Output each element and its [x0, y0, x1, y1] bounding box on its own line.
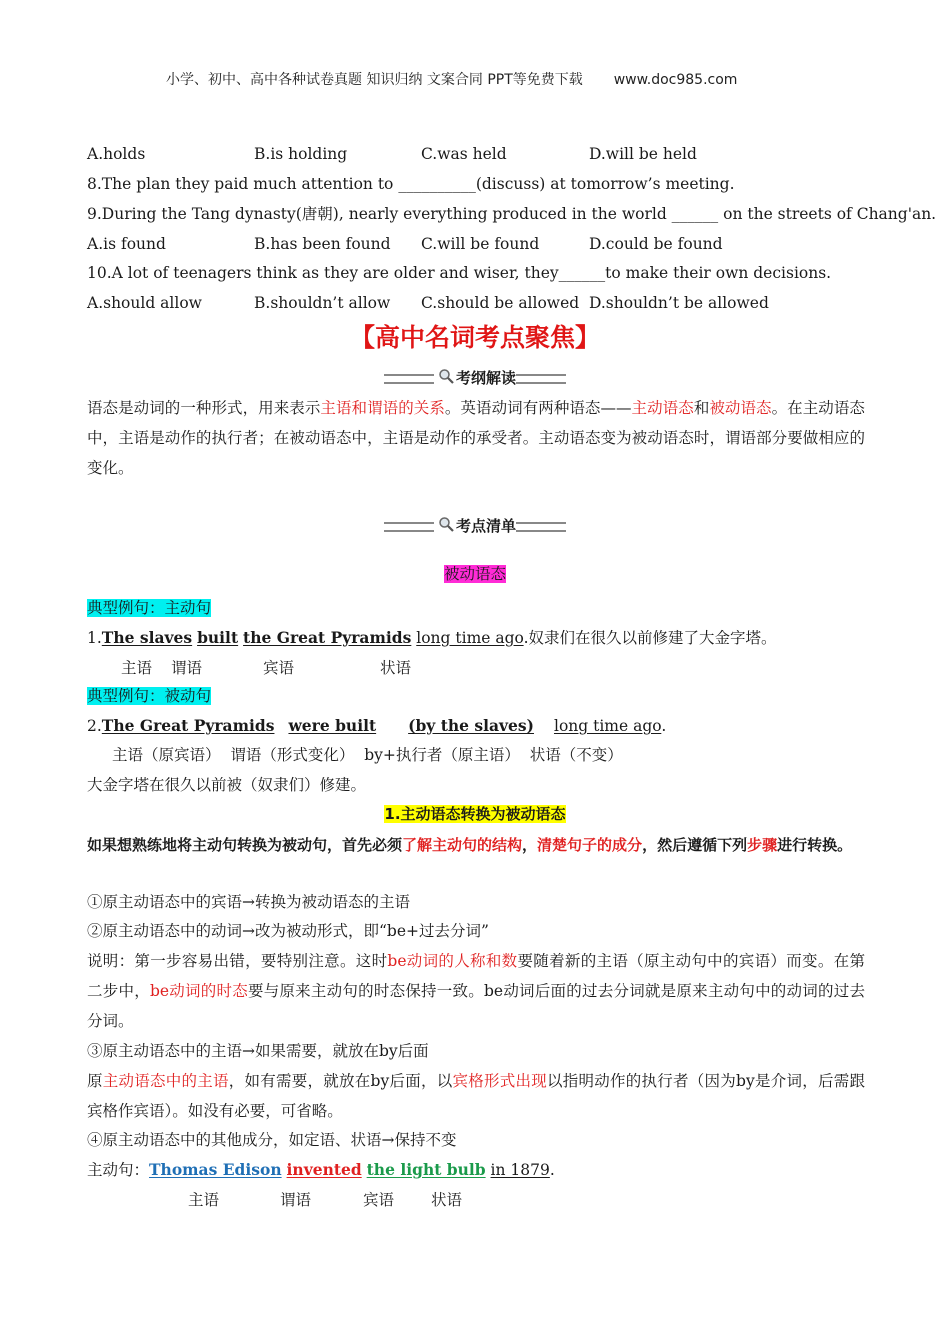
outline-heading: 考纲解读	[455, 369, 516, 387]
note2-text-3: 以指明动作的执行者（因为by是介词，后需跟宾格作宾语）。如没有必要，可省略。	[87, 1072, 865, 1120]
q9-option-c: C.will be found	[421, 235, 540, 253]
note2-text-2: ，如有需要，就放在by后面，以	[228, 1072, 453, 1090]
example-2-tag: 典型例句：被动句	[87, 687, 212, 705]
intro-text-4: 。在主动语态中，主语是动作的执行者；在被动语态中，主语是动作的承受者。主动语态变为被动语态时，谓语部分要做相应的变化。	[87, 399, 865, 477]
rule-text-3: ，然后遵循下列	[642, 836, 748, 854]
example-2-labels: 主语（原宾语） 谓语（形式变化） by+执行者（原主语） 状语（不变）	[112, 746, 623, 764]
example-1-translation: .奴隶们在很久以前修建了大金字塔。	[523, 629, 777, 647]
example-3-label: 主动句：	[87, 1161, 150, 1179]
double-rule-right	[516, 522, 566, 532]
magnifier-icon	[438, 516, 454, 537]
passive-heading-row	[0, 563, 950, 585]
example-2-tag-row	[87, 686, 211, 706]
q10-option-b: B.shouldn’t allow	[254, 294, 391, 312]
note-highlight-1: be动词的人称和数	[387, 952, 518, 970]
ex3-label-predicate: 谓语	[280, 1191, 312, 1209]
example-2-subject: The Great Pyramids	[101, 716, 275, 735]
example-3-end: .	[549, 1161, 555, 1179]
rule-highlight-3: 步骤	[747, 836, 778, 854]
question-8: 8.The plan they paid much attention to __________(discuss) at tomorrow’s meeting.	[87, 175, 735, 193]
note2-highlight-1: 主动语态中的主语	[102, 1072, 229, 1090]
example-2-end: .	[661, 717, 667, 735]
double-rule-right	[516, 374, 566, 384]
q9-option-b: B.has been found	[254, 235, 391, 253]
example-2-verb: were built	[288, 716, 377, 735]
example-2-sentence	[87, 716, 666, 736]
sub-heading-1-row	[0, 803, 950, 825]
rule-paragraph	[87, 830, 865, 860]
question-10: 10.A lot of teenagers think as they are older and wiser, they______to make their own decisions.	[87, 264, 832, 282]
q10-option-c: C.should be allowed	[421, 294, 580, 312]
note-highlight-2: be动词的时态	[149, 982, 248, 1000]
q10-option-d: D.shouldn’t be allowed	[589, 294, 769, 312]
example-1-tag-row	[87, 598, 211, 618]
q10-option-a: A.should allow	[87, 294, 202, 312]
rule-text-2: ，	[522, 836, 538, 854]
step-2: ②原主动语态中的动词→改为被动形式，即“be+过去分词”	[87, 922, 489, 940]
example-2-adverbial: long time ago	[553, 717, 662, 735]
intro-highlight-3: 被动语态	[709, 399, 772, 417]
example-2-number: 2.	[87, 717, 102, 735]
intro-text-1: 语态是动词的一种形式，用来表示	[87, 399, 321, 417]
example-1-object: the Great Pyramids	[243, 628, 412, 647]
note-text-3: 要与原来主动句的时态保持一致。be动词后面的过去分词就是原来主动句中的动词的过去分词。	[87, 982, 865, 1030]
example-3-adverbial: in 1879	[490, 1161, 550, 1179]
note-text-2: 要随着新的主语（原主动句中的宾语）而变。在第二步中，	[87, 952, 865, 1000]
example-2-by-phrase: (by the slaves)	[408, 716, 534, 735]
label-object: 宾语	[263, 659, 295, 677]
example-3-sentence	[87, 1160, 555, 1180]
ex3-label-adverbial: 状语	[431, 1191, 463, 1209]
double-rule-left	[384, 374, 434, 384]
rule-text-1: 如果想熟练地将主动句转换为被动句，首先必须	[87, 836, 403, 854]
example-1-adverbial: long time ago	[416, 629, 524, 647]
step-3: ③原主动语态中的主语→如果需要，就放在by后面	[87, 1042, 429, 1060]
example-1-subject: The slaves	[101, 628, 193, 647]
intro-highlight-1: 主语和谓语的关系	[320, 399, 445, 417]
example-1-verb: built	[197, 628, 239, 647]
note-paragraph	[87, 946, 865, 1036]
header-url[interactable]: www.doc985.com	[613, 72, 738, 88]
page-header	[166, 70, 737, 90]
header-text: 小学、初中、高中各种试卷真题 知识归纳 文案合同 PPT等免费下载	[166, 72, 583, 88]
q9-option-a: A.is found	[87, 235, 166, 253]
label-adverbial: 状语	[380, 659, 412, 677]
example-1-sentence	[87, 628, 777, 648]
step-4: ④原主动语态中的其他成分，如定语、状语→保持不变	[87, 1131, 457, 1149]
ex3-label-object: 宾语	[363, 1191, 395, 1209]
note-text-1: 说明：第一步容易出错，要特别注意。这时	[87, 952, 388, 970]
magnifier-icon	[438, 368, 454, 389]
note-2-paragraph	[87, 1066, 865, 1126]
intro-paragraph	[87, 393, 865, 483]
example-1-tag: 典型例句：主动句	[87, 599, 212, 617]
q7-option-b: B.is holding	[254, 145, 348, 163]
example-2-translation: 大金字塔在很久以前被（奴隶们）修建。	[87, 776, 367, 794]
example-1-number: 1.	[87, 629, 102, 647]
note2-text-1: 原	[87, 1072, 103, 1090]
note2-highlight-2: 宾格形式出现	[452, 1072, 547, 1090]
intro-text-3: 和	[693, 399, 710, 417]
passive-heading: 被动语态	[443, 565, 506, 583]
example-3-object: the light bulb	[366, 1160, 486, 1179]
label-subject: 主语	[121, 659, 153, 677]
rule-highlight-1: 了解主动句的结构	[402, 836, 523, 854]
double-rule-left	[384, 522, 434, 532]
label-predicate: 谓语	[171, 659, 203, 677]
step-1: ①原主动语态中的宾语→转换为被动语态的主语	[87, 893, 410, 911]
ex3-label-subject: 主语	[188, 1191, 220, 1209]
intro-highlight-2: 主动语态	[631, 399, 694, 417]
sub-heading-1: 1.主动语态转换为被动语态	[384, 805, 566, 823]
outline-heading-row	[0, 368, 950, 389]
q7-option-a: A.holds	[87, 145, 146, 163]
q7-option-c: C.was held	[421, 145, 507, 163]
rule-highlight-2: 清楚句子的成分	[537, 836, 643, 854]
checklist-heading-row	[0, 516, 950, 537]
rule-text-4: 进行转换。	[777, 836, 853, 854]
section-title: 【高中名词考点聚焦】	[349, 323, 600, 352]
checklist-heading: 考点清单	[455, 517, 516, 535]
intro-text-2: 。英语动词有两种语态——	[444, 399, 632, 417]
q9-option-d: D.could be found	[589, 235, 723, 253]
q7-option-d: D.will be held	[589, 145, 697, 163]
example-3-subject: Thomas Edison	[149, 1160, 282, 1179]
question-9: 9.During the Tang dynasty(唐朝), nearly everything produced in the world ______ on the streets of Chang'an.	[87, 205, 937, 223]
example-3-verb: invented	[286, 1160, 362, 1179]
